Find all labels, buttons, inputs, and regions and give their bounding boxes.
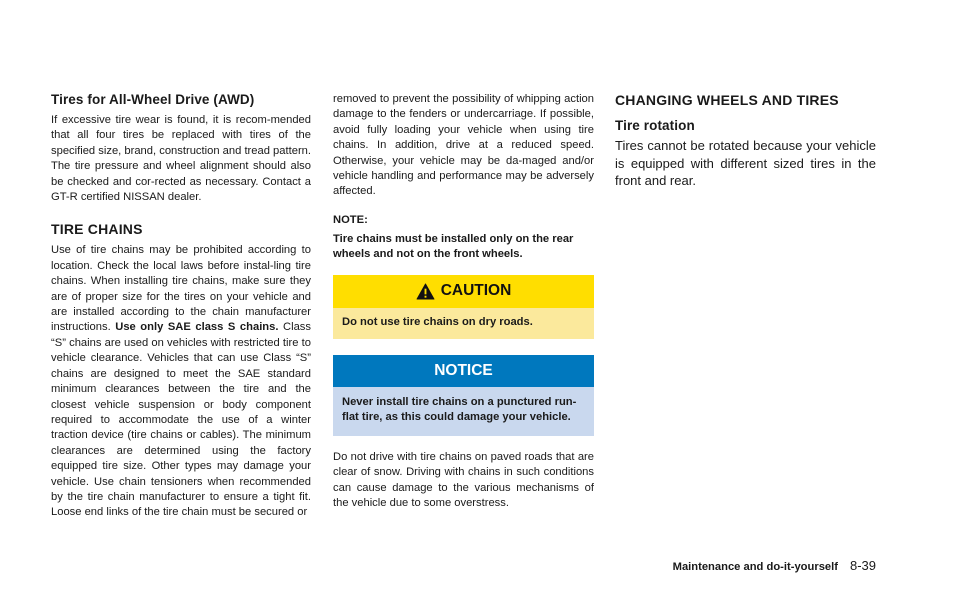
caution-title: CAUTION <box>440 282 512 300</box>
tire-chains-text-2: Class “S” chains are used on vehicles with restricted tire to vehicle clearance. Vehicles that can use Class “S” chains are designed to meet the SAE standard minimum clearances between the tire and the closest vehicle suspension or body component required to accommodate the use of a winter traction device (tire chains or cables). The minimum clearances are determined using the factory equipped tire size. Other types may damage your vehicle. Use chain tensioners when recommended by the tire chain manufacturer to ensure a tight fit. Loose end links of the tire chain must be secured or <box>51 321 311 519</box>
column-right <box>615 92 876 190</box>
column-left <box>51 92 311 521</box>
tire-rotation-paragraph: Tires cannot be rotated because your vehicle is equipped with different sized tires in the front and rear. <box>615 138 876 188</box>
note-text: Tire chains must be installed only on the rear wheels and not on the front wheels. <box>333 232 574 261</box>
footer-chapter: Maintenance and do-it-yourself <box>672 561 838 573</box>
page-footer <box>673 558 876 573</box>
paved-roads-paragraph: Do not drive with tire chains on paved roads that are clear of snow. Driving with chains in such conditions can cause damage to the various mechanisms of the vehicle due to some overstress. <box>333 450 594 510</box>
caution-box <box>333 275 594 339</box>
awd-paragraph: If excessive tire wear is found, it is recom-mended that all four tires be replaced with tires of the specified size, brand, construction and tread pattern. The tire pressure and wheel alignment should also be checked and cor-rected as necessary. Contact a GT-R certified NISSAN dealer. <box>51 114 311 204</box>
column-middle <box>333 92 594 512</box>
footer-page-number: 8-39 <box>849 558 876 573</box>
tire-chains-paragraph <box>51 243 311 520</box>
caution-text: Do not use tire chains on dry roads. <box>333 308 594 339</box>
chains-continued-paragraph: removed to prevent the possibility of whipping action damage to the fenders or undercarriage. If possible, avoid fully loading your vehicle when using tire chains. In addition, drive at a reduced speed. Otherwise, your vehicle may be da-maged and/or vehicle handling and performance may be adversely affected. <box>333 93 594 198</box>
tire-chains-heading: TIRE CHAINS <box>51 221 143 238</box>
caution-header <box>333 275 594 308</box>
note-heading: NOTE: <box>333 213 368 226</box>
notice-title: NOTICE <box>434 362 493 380</box>
tire-rotation-heading: Tire rotation <box>615 118 695 133</box>
tire-chains-text-1: Use of tire chains may be prohibited according to location. Check the local laws before instal-ling tire chains. When installing tire chains, make sure they are of proper size for the tires on your vehicle and are installed according to the chain manufacturer instructions. <box>51 244 311 334</box>
warning-triangle-icon <box>416 283 435 300</box>
changing-wheels-heading: CHANGING WHEELS AND TIRES <box>615 92 839 108</box>
notice-text: Never install tire chains on a punctured run-flat tire, as this could damage your vehicle. <box>333 387 594 436</box>
notice-box <box>333 355 594 436</box>
notice-header <box>333 355 594 387</box>
tire-chains-text-bold: Use only SAE class S chains. <box>115 321 279 334</box>
awd-heading: Tires for All-Wheel Drive (AWD) <box>51 92 255 107</box>
